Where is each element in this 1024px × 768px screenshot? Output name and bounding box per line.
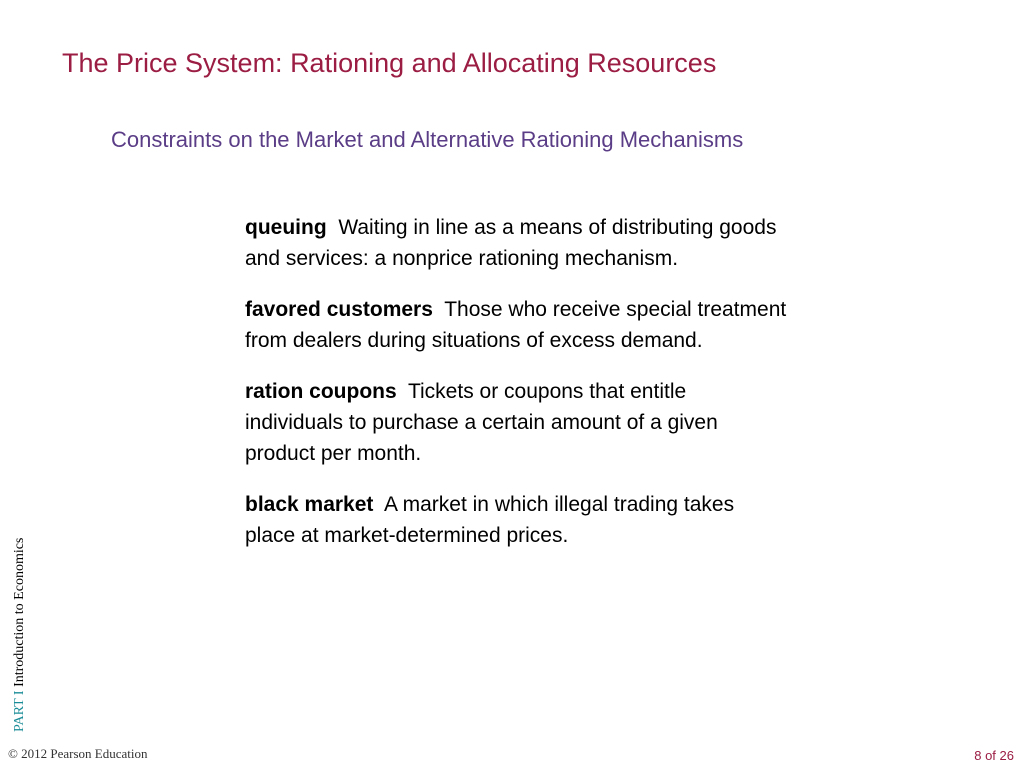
definition-term: black market [245, 493, 374, 516]
definition-favored-customers [245, 294, 790, 356]
definition-term: favored customers [245, 298, 433, 321]
page-indicator: 8 of 26 [974, 748, 1014, 763]
definition-text: Waiting in line as a means of distributing goods and services: a nonprice rationing mechanism. [245, 216, 777, 270]
definition-black-market [245, 489, 790, 551]
slide-title: The Price System: Rationing and Allocating Resources [62, 48, 717, 78]
definition-term: queuing [245, 216, 327, 239]
definition-text: Tickets or coupons that entitle individuals to purchase a certain amount of a given product per month. [245, 380, 718, 465]
part-section-label [12, 538, 28, 732]
definition-text: Those who receive special treatment from dealers during situations of excess demand. [245, 298, 787, 352]
copyright-notice: © 2012 Pearson Education [8, 746, 148, 761]
definition-list [245, 212, 790, 571]
definition-term: ration coupons [245, 380, 397, 403]
slide-subtitle: Constraints on the Market and Alternative Rationing Mechanisms [111, 127, 744, 152]
definition-ration-coupons [245, 376, 790, 469]
definition-queuing [245, 212, 790, 274]
definition-text: A market in which illegal trading takes place at market-determined prices. [245, 493, 735, 547]
section-label: Introduction to Economics [12, 537, 27, 687]
part-label: PART I [12, 690, 27, 732]
